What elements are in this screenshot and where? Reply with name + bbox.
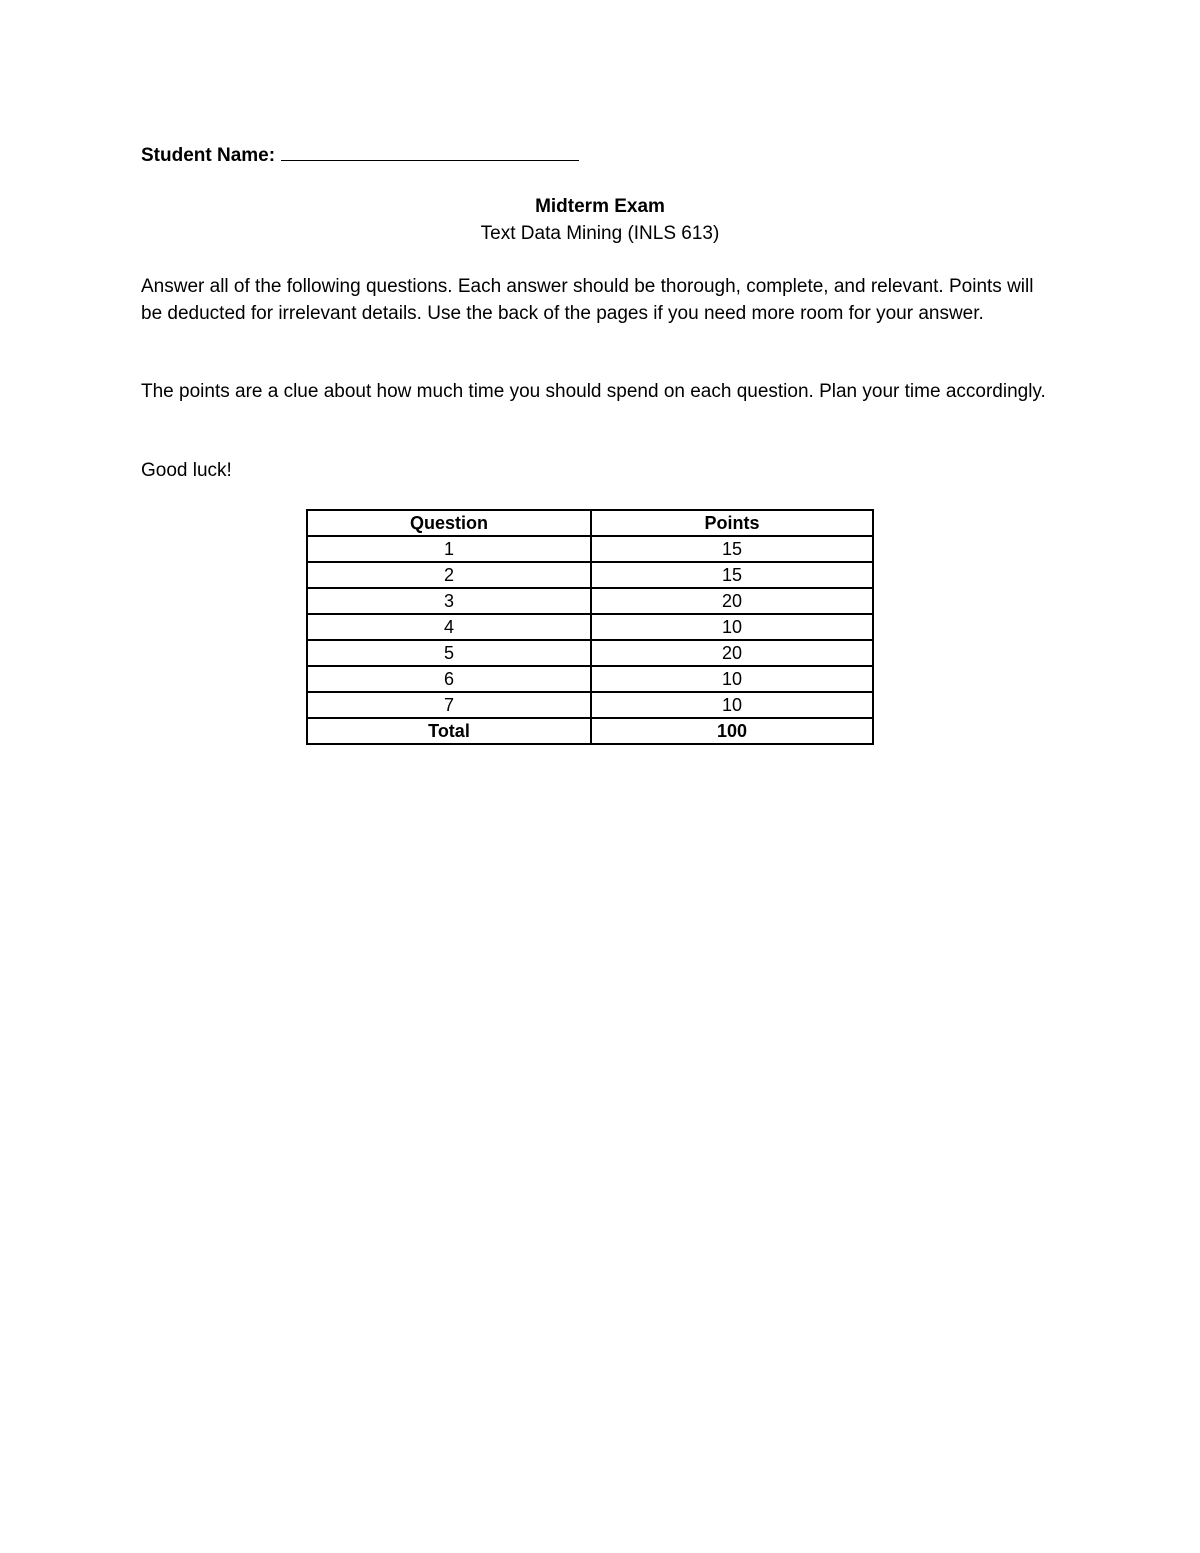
table-header-points: Points (591, 510, 873, 536)
table-total-row (307, 718, 873, 744)
question-number-cell: 2 (307, 562, 591, 588)
student-name-line (141, 143, 579, 167)
question-number-cell: 4 (307, 614, 591, 640)
points-cell: 15 (591, 562, 873, 588)
points-cell: 15 (591, 536, 873, 562)
total-label-cell: Total (307, 718, 591, 744)
student-name-blank[interactable] (281, 143, 579, 161)
question-number-cell: 1 (307, 536, 591, 562)
points-cell: 20 (591, 640, 873, 666)
table-row (307, 640, 873, 666)
table-row (307, 666, 873, 692)
table-row (307, 692, 873, 718)
student-name-label: Student Name: (141, 145, 276, 166)
question-number-cell: 3 (307, 588, 591, 614)
instructions-paragraph-1: Answer all of the following questions. Each answer should be thorough, complete, and relevant. Points will be deducted for irrelevant details. Use the back of the pages if you need more room for your answer. (141, 276, 1034, 324)
total-points-cell: 100 (591, 718, 873, 744)
table-row (307, 536, 873, 562)
points-cell: 10 (591, 666, 873, 692)
exam-title: Midterm Exam (535, 196, 665, 217)
question-number-cell: 7 (307, 692, 591, 718)
table-header-row (307, 510, 873, 536)
instructions-paragraph-3: Good luck! (141, 460, 232, 481)
exam-subtitle: Text Data Mining (INLS 613) (480, 223, 720, 244)
table-header-question: Question (307, 510, 591, 536)
table-row (307, 562, 873, 588)
points-cell: 10 (591, 614, 873, 640)
table-row (307, 588, 873, 614)
question-number-cell: 5 (307, 640, 591, 666)
instructions-paragraph-2: The points are a clue about how much time you should spend on each question. Plan your time accordingly. (141, 381, 1046, 402)
points-table (306, 509, 874, 745)
question-number-cell: 6 (307, 666, 591, 692)
table-row (307, 614, 873, 640)
points-cell: 20 (591, 588, 873, 614)
points-cell: 10 (591, 692, 873, 718)
